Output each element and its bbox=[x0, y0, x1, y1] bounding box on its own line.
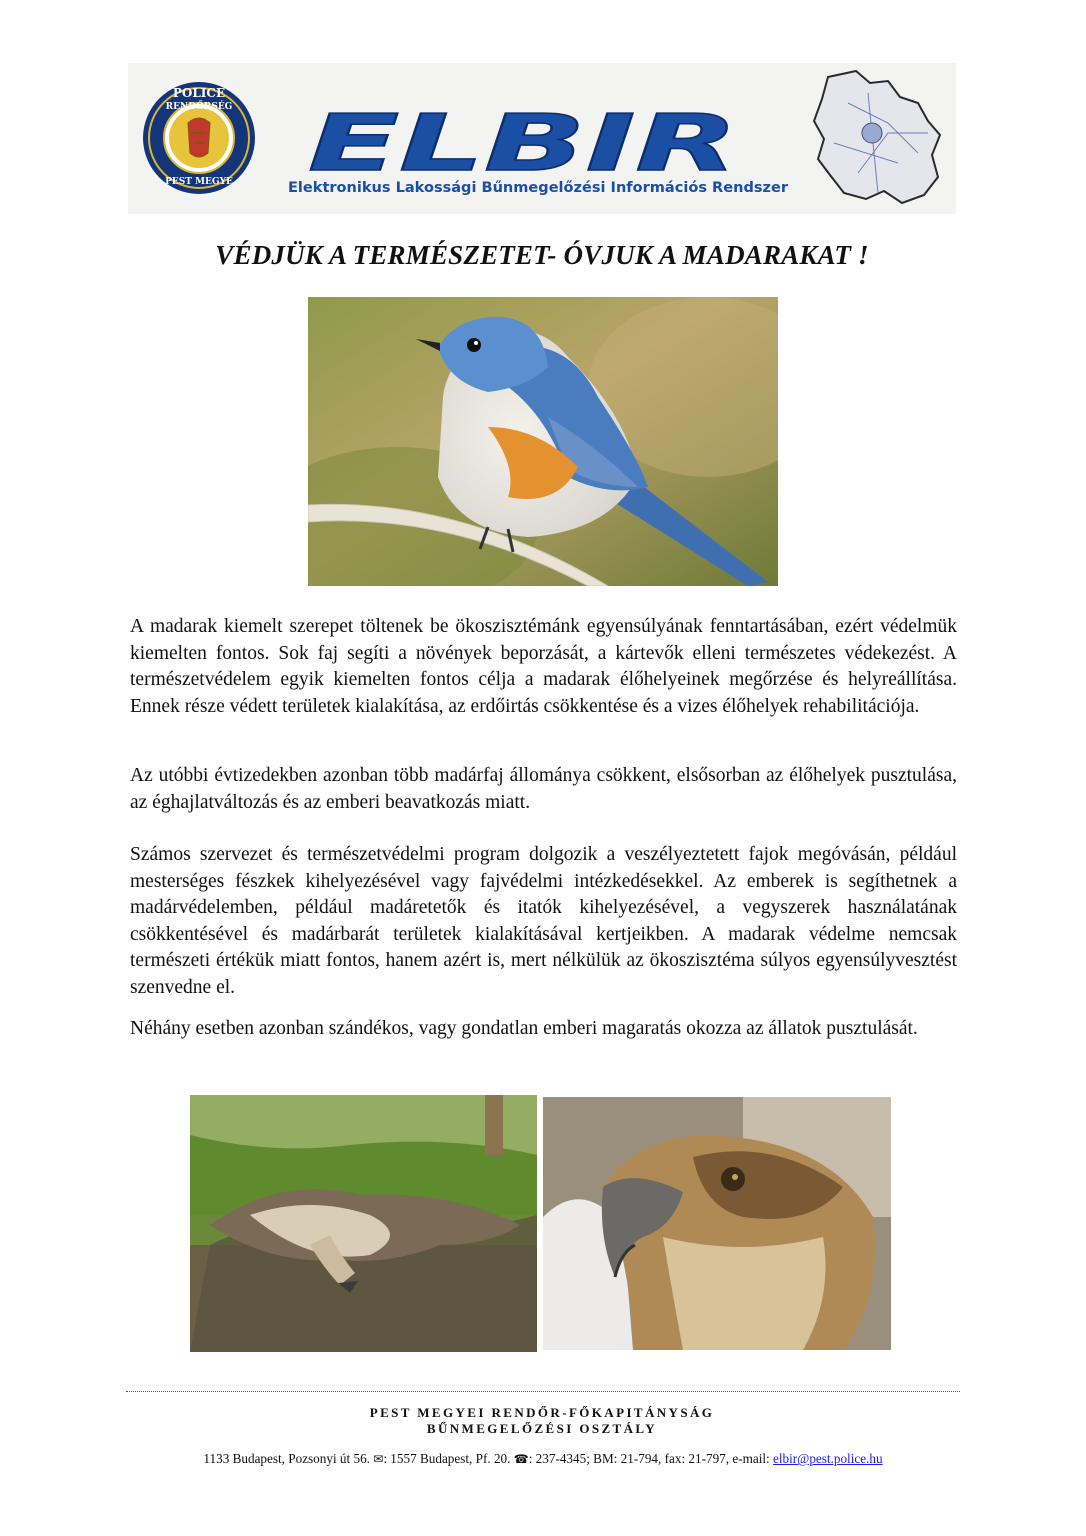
paragraph-3: Számos szervezet és természetvédelmi program dolgozik a veszélyeztetett fajok megóvásán, például mesterséges fészkek kihelyezésével vagy fajvédelmi intézkedésekkel. Az emberek is segíthetnek a madárvédelemben, például madáretetők és itatók kihelyezésével, a vegyszerek használatának csökkentésével és madárbarát területek kialakításával kertjeikben. A madarak védelme nemcsak természeti értékük miatt fontos, hanem azért is, mert nélkülük az ökoszisztéma súlyos egyensúlyvesztést szenvedne el. bbox=[130, 844, 957, 998]
elbir-logo-text: ELBIR bbox=[308, 99, 738, 189]
dead-eagle-photo bbox=[190, 1095, 537, 1352]
header-graphics bbox=[128, 63, 956, 214]
footer-postal: : 1557 Budapest, Pf. 20. bbox=[383, 1451, 511, 1466]
footer-phones: : 237-4345; BM: 21-794, fax: 21-797, e-mail: bbox=[528, 1451, 770, 1466]
envelope-icon: ✉ bbox=[373, 1452, 384, 1466]
phone-icon: ☎ bbox=[513, 1452, 529, 1466]
police-badge-logo bbox=[143, 82, 255, 194]
county-map-icon bbox=[814, 71, 940, 203]
footer-address: 1133 Budapest, Pozsonyi út 56. bbox=[203, 1451, 370, 1466]
paragraph-2: Az utóbbi évtizedekben azonban több madárfaj állománya csökkent, elsősorban az élőhelyek pusztulása, az éghajlatváltozás és az emberi beavatkozás miatt. bbox=[130, 765, 957, 813]
header-banner bbox=[128, 63, 956, 214]
page-title: VÉDJÜK A TERMÉSZETET- ÓVJUK A MADARAKAT ! bbox=[215, 240, 869, 270]
paragraph-4: Néhány esetben azonban szándékos, vagy gondatlan emberi magaratás okozza az állatok pusztulását. bbox=[130, 1018, 918, 1039]
elbir-subtitle: Elektronikus Lakossági Bűnmegelőzési Információs Rendszer bbox=[288, 180, 789, 196]
eagle-head-photo bbox=[543, 1097, 891, 1350]
footer-email-link[interactable]: elbir@pest.police.hu bbox=[773, 1451, 883, 1466]
paragraph-1: A madarak kiemelt szerepet töltenek be ökoszisztémánk egyensúlyának fenntartásában, ezért védelmük kiemelten fontos. Sok faj segíti a növények beporzását, a kártevők elleni természetes védekezést. A természetvédelem egyik kiemelten fontos célja a madarak élőhelyeinek megőrzése és helyreállítása. Ennek része védett területek kialakítása, az erdőirtás csökkentése és a vizes élőhelyek rehabilitációja. bbox=[130, 616, 957, 717]
footer-contact bbox=[100, 1451, 986, 1467]
footer-org-line1: PEST MEGYEI RENDŐR-FŐKAPITÁNYSÁG bbox=[369, 1405, 715, 1420]
footer-divider bbox=[126, 1391, 960, 1392]
bluebird-photo bbox=[308, 297, 778, 586]
badge-arc-text: RENDŐRSÉG bbox=[165, 102, 233, 112]
badge-bottom-text: PEST MEGYE bbox=[165, 177, 233, 187]
badge-top-text: POLICE bbox=[172, 86, 226, 100]
footer-org-line2: BŰNMEGELŐZÉSI OSZTÁLY bbox=[426, 1421, 658, 1436]
